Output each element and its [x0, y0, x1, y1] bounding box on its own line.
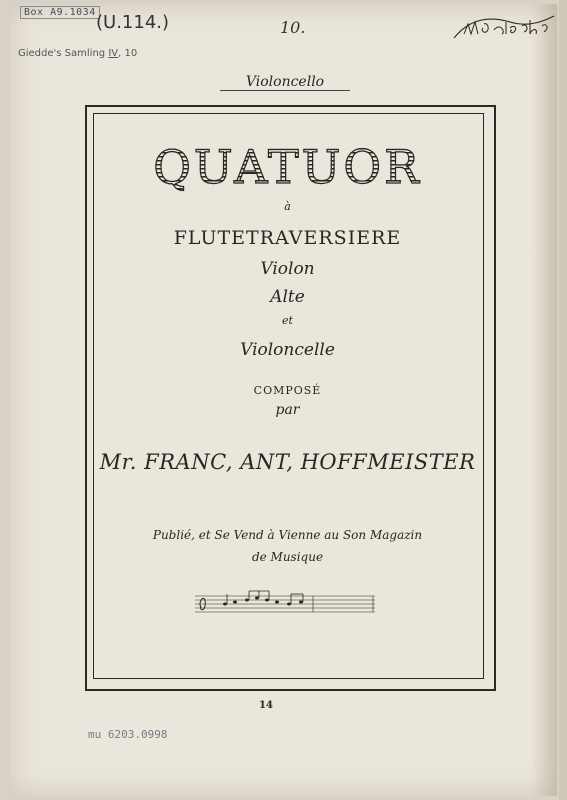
collection-volume: IV [108, 48, 119, 59]
instrument-violin: Violon [260, 259, 315, 279]
shelf-mark: mu 6203.0998 [88, 728, 168, 741]
page-title: QUATUOR [93, 140, 482, 194]
page-edge [559, 0, 567, 800]
part-label: Violoncello [220, 74, 350, 91]
instrument-flute: FLUTETRAVERSIERE [173, 227, 402, 249]
signature-icon [450, 12, 558, 46]
music-staff-icon [195, 590, 375, 618]
folio-number: 10. [280, 18, 306, 37]
collection-prefix: Giedde's Samling [18, 48, 106, 59]
call-mark: ( U.114. ) [90, 12, 175, 33]
publisher-line: Publié, et Se Vend à Vienne au Son Magazin [152, 528, 423, 542]
collection-suffix: , 10 [118, 48, 138, 59]
music-incipit [195, 590, 375, 618]
preposition-a: à [284, 200, 291, 213]
page-number: 14 [259, 700, 273, 711]
handwritten-signature [450, 12, 558, 46]
archive-stamp: Box A9.1034 [20, 6, 100, 19]
conjunction-et: et [282, 314, 293, 327]
publisher-line-2: de Musique [251, 550, 324, 564]
compose-label: COMPOSÉ [253, 384, 322, 397]
instrument-viola: Alte [270, 287, 305, 307]
par-label: par [275, 402, 300, 418]
collection-note [18, 48, 137, 59]
instrument-cello: Violoncelle [240, 340, 335, 360]
composer-name: Mr. FRANC, ANT, HOFFMEISTER [99, 450, 476, 474]
